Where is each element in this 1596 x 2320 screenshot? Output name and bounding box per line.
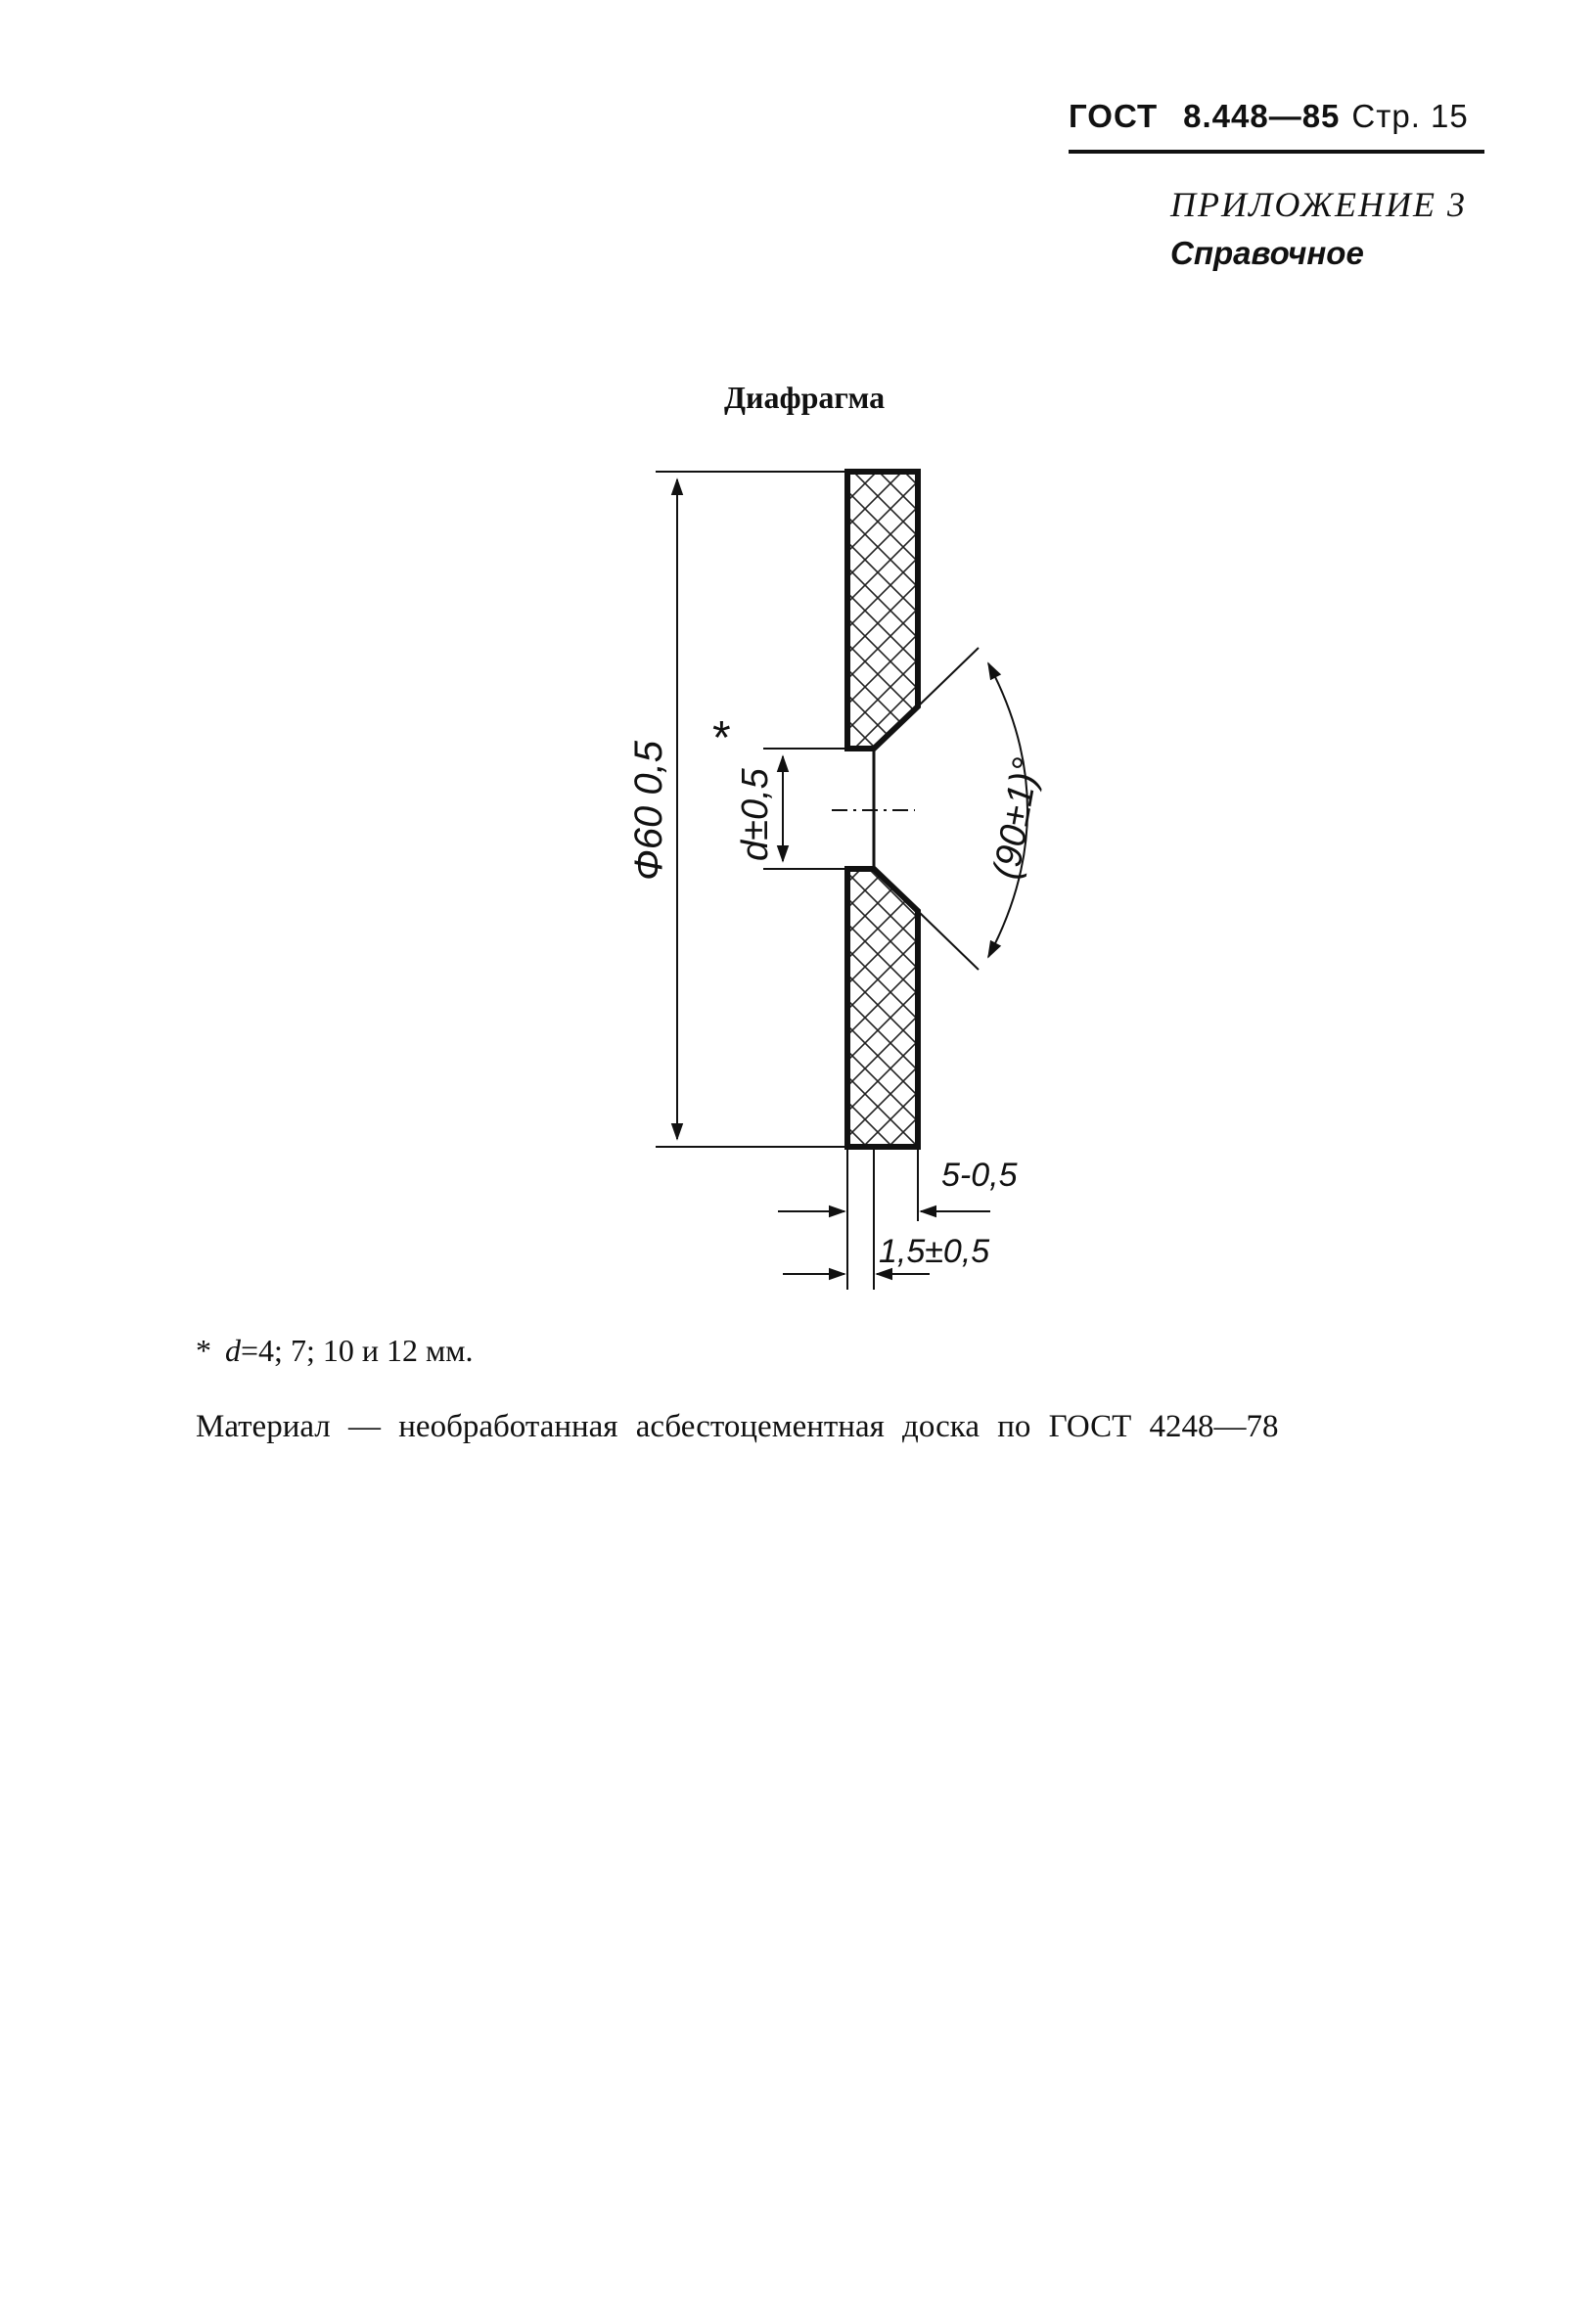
thickness-label: 5-0,5 [941,1157,1018,1194]
land-label: 1,5±0,5 [879,1233,990,1270]
footnote-star: * [196,1333,211,1368]
appendix-title: ПРИЛОЖЕНИЕ 3 [1170,185,1467,224]
footnote [196,1333,473,1369]
footnote-text: =4; 7; 10 и 12 мм. [241,1333,474,1368]
material-note: Материал — необработанная асбестоцементная доска по ГОСТ 4248—78 [196,1409,1279,1444]
diameter-label: Ф60 0,5 [627,740,670,881]
angle-ext-bottom [918,911,979,970]
hole-star: * [712,712,731,764]
appendix-subtitle: Справочное [1170,235,1364,271]
header-standard: 8.448—85 [1183,98,1341,134]
angle-ext-top [918,648,979,706]
header-page: Стр. 15 [1351,98,1469,134]
header-prefix: ГОСТ [1069,98,1159,134]
figure-title: Диафрагма [724,380,886,415]
angle-label: (90±1)° [985,754,1048,883]
footnote-variable: d [225,1333,241,1368]
upper-section [847,472,918,749]
lower-section [847,869,918,1147]
hole-label: d±0,5 [735,768,776,861]
